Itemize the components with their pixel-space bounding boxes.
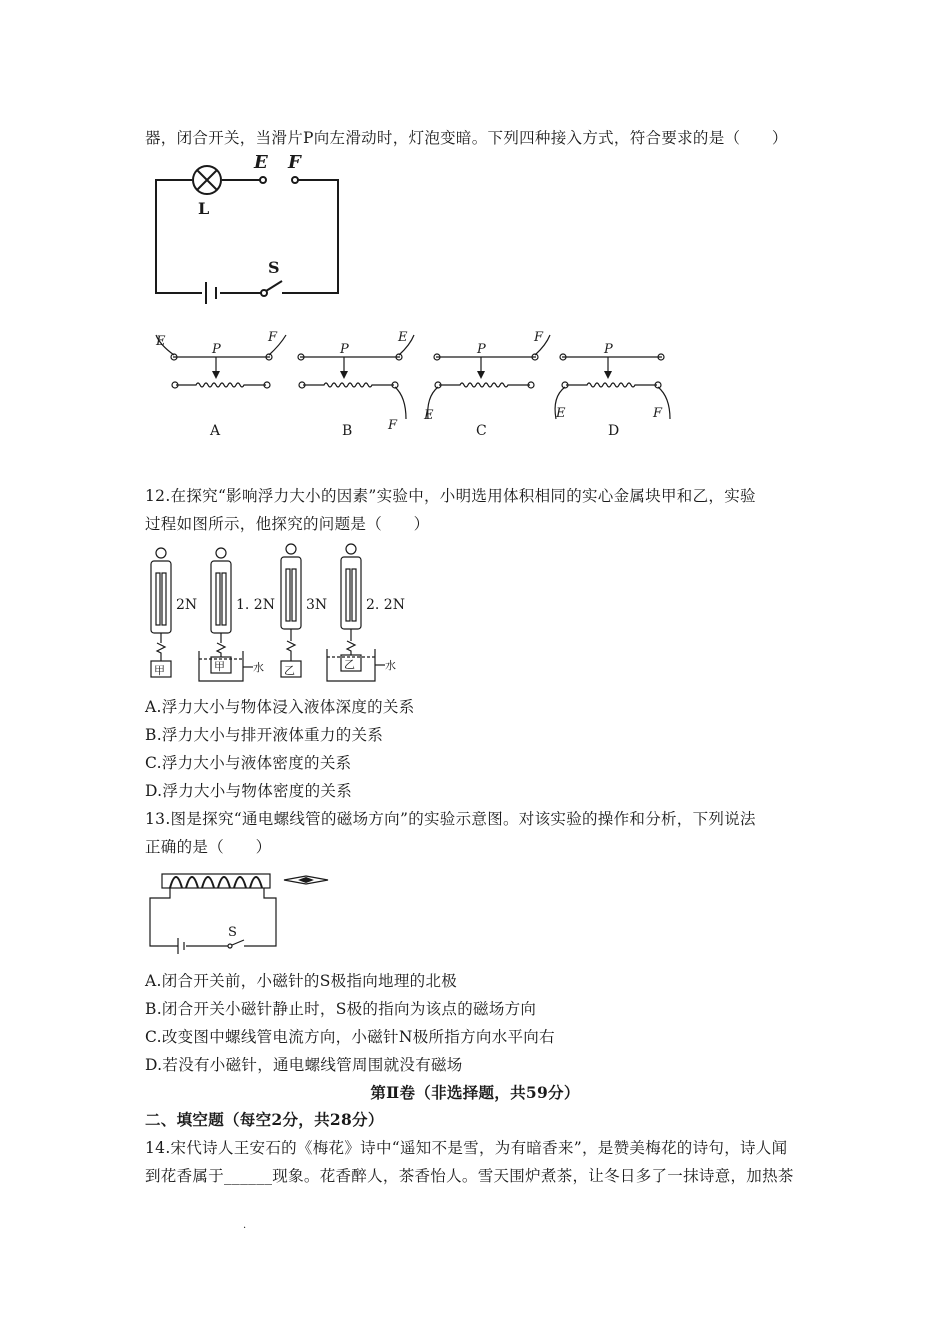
lamp-label: L	[198, 199, 210, 218]
option-d-label: D	[608, 423, 620, 439]
q13-solenoid-figure	[148, 866, 333, 951]
svg-text:F: F	[653, 406, 663, 421]
svg-text:P: P	[477, 342, 486, 357]
reading-4: 2. 2N	[366, 597, 405, 613]
q12-option-a: A.浮力大小与物体浸入液体深度的关系	[145, 698, 415, 716]
q13-stem-line1: 13.图是探究“通电螺线管的磁场方向”的实验示意图。对该实验的操作和分析，下列说法	[145, 810, 756, 828]
terminal-f-label: F	[288, 152, 301, 173]
q12-option-b: B.浮力大小与排开液体重力的关系	[145, 726, 384, 744]
option-a-rheostat	[155, 330, 286, 439]
option-a-label: A	[210, 423, 221, 439]
spring-scale-2	[199, 548, 275, 681]
section-title: 二、填空题（每空2分，共28分）	[145, 1110, 384, 1129]
q11-circuit-figure	[150, 152, 350, 303]
terminal-e-icon	[260, 177, 266, 183]
q12-spring-scale-figure	[143, 543, 413, 683]
reading-1: 2N	[176, 597, 198, 613]
switch-label: S	[268, 258, 280, 277]
svg-text:水: 水	[385, 659, 396, 672]
q13-option-c: C.改变图中螺线管电流方向，小磁针N极所指方向水平向右	[145, 1028, 555, 1046]
svg-text:E: E	[424, 408, 434, 423]
q11-options-figure	[148, 327, 688, 447]
svg-text:E: E	[156, 334, 166, 349]
q12-option-d: D.浮力大小与物体密度的关系	[145, 782, 353, 800]
svg-text:乙: 乙	[344, 658, 355, 671]
reading-2: 1. 2N	[236, 597, 275, 613]
q14-line2: 到花香属于______现象。花香醉人，茶香怡人。雪天围炉煮茶，让冬日多了一抹诗意，加热茶	[145, 1167, 794, 1185]
option-b-rheostat	[298, 330, 414, 439]
svg-text:水: 水	[253, 661, 264, 674]
option-b-label: B	[342, 423, 353, 439]
reading-3: 3N	[306, 597, 328, 613]
q13-option-b: B.闭合开关小磁针静止时，S极的指向为该点的磁场方向	[145, 1000, 537, 1018]
svg-text:F: F	[534, 330, 544, 345]
svg-text:乙: 乙	[284, 664, 295, 677]
svg-text:P: P	[604, 342, 613, 357]
svg-text:P: P	[340, 342, 349, 357]
svg-text:P: P	[212, 342, 221, 357]
q12-stem-line1: 12.在探究“影响浮力大小的因素”实验中，小明选用体积相同的实心金属块甲和乙，实验	[145, 487, 756, 505]
option-c-label: C	[476, 423, 487, 439]
option-c-rheostat	[423, 330, 550, 439]
q13-stem-line2: 正确的是（ ）	[145, 838, 272, 856]
terminal-f-icon	[292, 177, 298, 183]
spring-scale-3	[281, 544, 327, 677]
q14-line1: 14.宋代诗人王安石的《梅花》诗中“遥知不是雪，为有暗香来”，是赞美梅花的诗句，诗人闻	[145, 1139, 788, 1157]
terminal-e-label: E	[254, 152, 268, 173]
option-d-rheostat	[555, 342, 670, 439]
svg-text:甲: 甲	[154, 664, 165, 677]
svg-text:F: F	[268, 330, 278, 345]
spring-scale-4	[327, 544, 405, 681]
q12-stem-line2: 过程如图所示，他探究的问题是（ ）	[145, 515, 430, 533]
svg-text:甲: 甲	[214, 660, 225, 673]
q11-stem-line: 器，闭合开关，当滑片P向左滑动时，灯泡变暗。下列四种接入方式，符合要求的是（ ）	[145, 129, 788, 147]
part2-title: 第Ⅱ卷（非选择题，共59分）	[370, 1083, 580, 1102]
footer-mark: .	[243, 1220, 247, 1231]
svg-text:E: E	[556, 406, 566, 421]
spring-scale-1	[151, 548, 197, 677]
switch-blade	[266, 281, 282, 291]
q13-option-a: A.闭合开关前，小磁针的S极指向地理的北极	[145, 972, 458, 990]
q13-switch-label: S	[228, 925, 237, 940]
q13-option-d: D.若没有小磁针，通电螺线管周围就没有磁场	[145, 1056, 463, 1074]
svg-text:F: F	[388, 418, 398, 433]
q12-option-c: C.浮力大小与液体密度的关系	[145, 754, 352, 772]
svg-text:E: E	[398, 330, 408, 345]
solenoid-core	[162, 874, 270, 888]
